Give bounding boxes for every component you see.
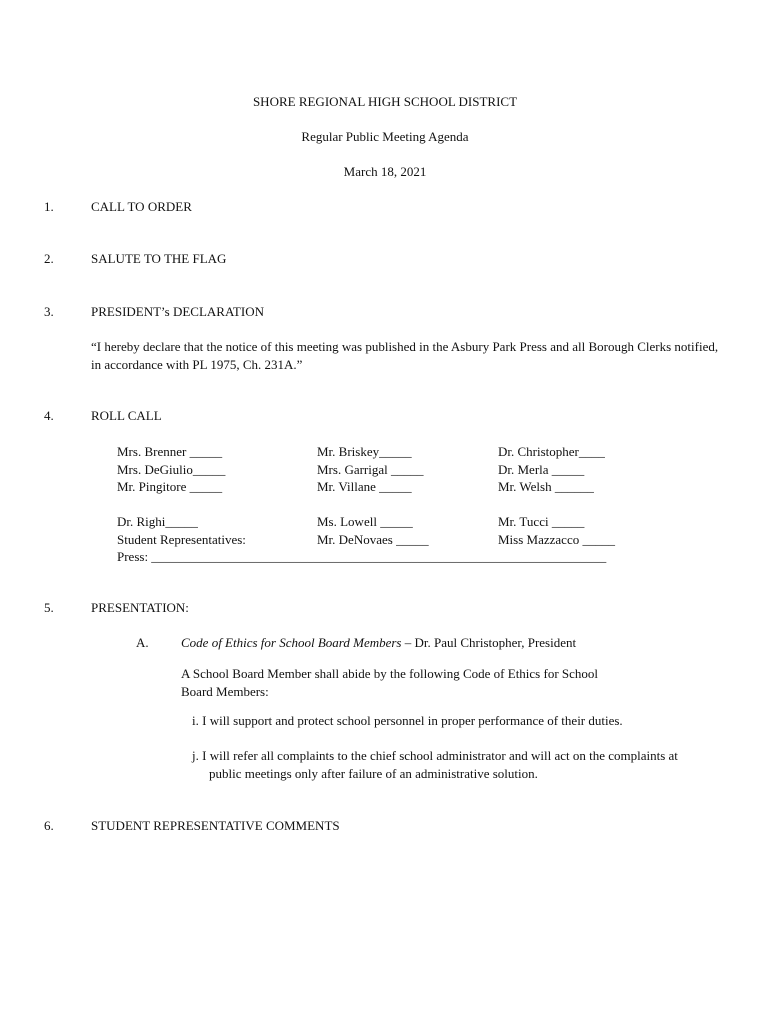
item-number: 4. xyxy=(44,408,54,423)
code-intro-line: Board Members: xyxy=(181,684,269,699)
item-heading-presentation: PRESENTATION: xyxy=(91,600,189,615)
item-number: 1. xyxy=(44,199,54,214)
roll-call-entry: Mrs. Garrigal _____ xyxy=(317,461,424,477)
roll-call-entry: Dr. Righi_____ xyxy=(117,514,198,529)
roll-call-entry: Mr. DeNovaes _____ xyxy=(317,531,429,547)
item-heading-call-to-order: CALL TO ORDER xyxy=(91,199,192,214)
roll-call-entry: Miss Mazzacco _____ xyxy=(498,531,615,547)
roll-call-entry: Mrs. DeGiulio_____ xyxy=(117,461,226,477)
roll-call-entry: Mrs. Brenner _____ xyxy=(117,444,223,459)
roll-call-entry: Ms. Lowell _____ xyxy=(317,514,413,529)
roll-call-column-3 xyxy=(498,443,615,548)
item-number: 3. xyxy=(44,304,54,319)
press-line: Press: ______________________________________________________________________ xyxy=(117,549,607,564)
code-item-j: j. I will refer all complaints to the chief school administrator and will act on the complaints at xyxy=(192,748,678,763)
item-heading-roll-call: ROLL CALL xyxy=(91,408,162,423)
district-name: SHORE REGIONAL HIGH SCHOOL DISTRICT xyxy=(252,94,518,109)
item-number: 6. xyxy=(44,818,54,833)
roll-call-spacer xyxy=(317,496,429,514)
presentation-title-italic: Code of Ethics for School Board Members xyxy=(181,635,402,650)
roll-call-entry: Dr. Merla _____ xyxy=(498,461,585,477)
item-heading-salute: SALUTE TO THE FLAG xyxy=(91,251,227,266)
roll-call-spacer xyxy=(117,496,246,514)
item-heading-declaration: PRESIDENT’s DECLARATION xyxy=(91,304,264,319)
presentation-presenter: – Dr. Paul Christopher, President xyxy=(401,635,577,650)
roll-call-column-1 xyxy=(117,443,246,548)
declaration-text: “I hereby declare that the notice of this meeting was published in the Asbury Park Press and all Borough Clerks notified, in accordance with PL 1975, Ch. 231A.” xyxy=(91,339,719,372)
presentation-title xyxy=(181,634,576,651)
roll-call-entry: Student Representatives: xyxy=(117,531,246,547)
roll-call-column-2 xyxy=(317,443,429,548)
item-number: 5. xyxy=(44,600,54,615)
roll-call-entry: Mr. Tucci _____ xyxy=(498,514,585,529)
roll-call-entry: Dr. Christopher____ xyxy=(498,444,605,459)
roll-call-spacer xyxy=(498,496,615,514)
meeting-date: March 18, 2021 xyxy=(343,164,427,179)
roll-call-entry: Mr. Villane _____ xyxy=(317,479,412,494)
presentation-letter: A. xyxy=(136,635,149,650)
roll-call-entry: Mr. Welsh ______ xyxy=(498,479,594,494)
roll-call-entry: Mr. Pingitore _____ xyxy=(117,479,223,494)
agenda-title: Regular Public Meeting Agenda xyxy=(301,129,469,144)
code-intro-line: A School Board Member shall abide by the following Code of Ethics for School xyxy=(181,666,599,681)
item-number: 2. xyxy=(44,251,54,266)
code-item-j-continued: public meetings only after failure of an administrative solution. xyxy=(209,766,538,781)
roll-call-entry: Mr. Briskey_____ xyxy=(317,444,412,459)
code-item-i: i. I will support and protect school personnel in proper performance of their duties. xyxy=(192,713,623,728)
item-heading-student-comments: STUDENT REPRESENTATIVE COMMENTS xyxy=(91,818,340,833)
